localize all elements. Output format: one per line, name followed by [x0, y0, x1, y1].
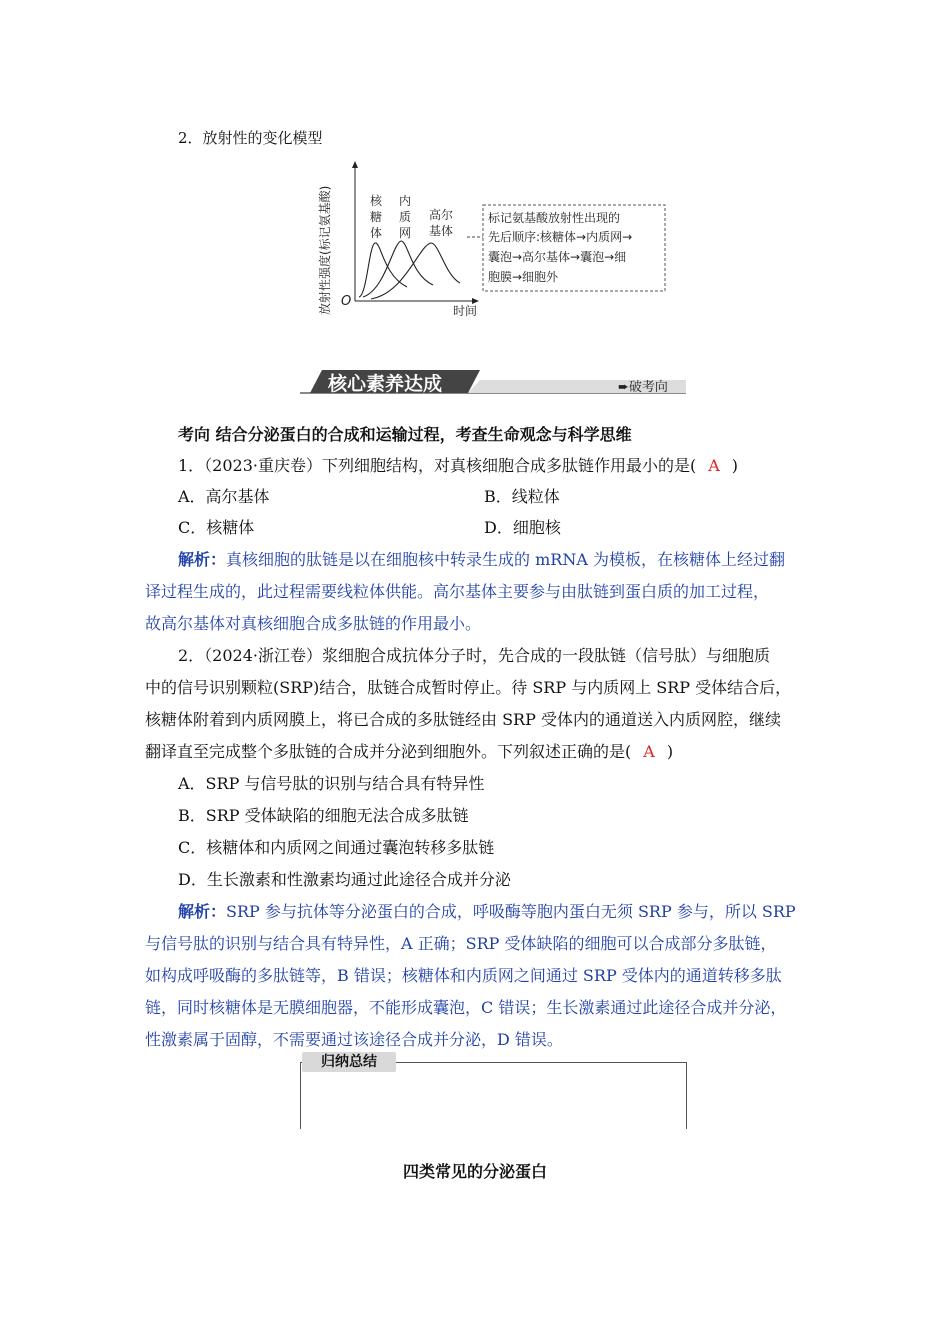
q2-option: D．生长激素和性激素均通过此途径合成并分泌 [178, 870, 511, 889]
q2-stem-line: 翻译直至完成整个多肽链的合成并分泌到细胞外。下列叙述正确的是( A ) [145, 742, 674, 761]
annotation-text [488, 210, 632, 284]
curve-ribosome [359, 243, 407, 297]
svg-text:核: 核 [370, 194, 383, 208]
kaoxiang-heading: 考向 结合分泌蛋白的合成和运输过程，考查生命观念与科学思维 [178, 425, 632, 444]
q1-stem: 1．（2023·重庆卷）下列细胞结构，对真核细胞合成多肽链作用最小的是( A ) [178, 456, 739, 475]
q2-stem-line: 中的信号识别颗粒(SRP)结合，肽链合成暂时停止。待 SRP 与内质网上 SRP 受体结合后， [145, 678, 792, 697]
svg-text:先后顺序:核糖体→内质网→: 先后顺序:核糖体→内质网→ [488, 230, 633, 244]
summary-box [300, 1062, 687, 1129]
q1-analysis-line: 故高尔基体对真核细胞合成多肽链的作用最小。 [145, 614, 482, 633]
y-axis-label: 放射性强度(标记氨基酸) [318, 185, 332, 315]
label-golgi [429, 207, 453, 238]
banner-title: 核心素养达成 [328, 373, 443, 395]
table-title: 四类常见的分泌蛋白 [402, 1162, 547, 1181]
q2-stem-line: 核糖体附着到内质网膜上，将已合成的多肽链经由 SRP 受体内的通道送入内质网腔，继续 [145, 710, 781, 729]
label-er [399, 193, 411, 240]
q1-answer: A [708, 456, 720, 475]
q2-answer: A [643, 742, 655, 761]
q1-analysis-line: 译过程生成的，此过程需要线粒体供能。高尔基体主要参与由肽链到蛋白质的加工过程， [145, 582, 770, 601]
q2-analysis-line: 性激素属于固醇，不需要通过该途径合成并分泌，D 错误。 [145, 1030, 563, 1049]
svg-text:糖: 糖 [370, 210, 383, 224]
q2-analysis-line: 链，同时核糖体是无膜细胞器，不能形成囊泡，C 错误；生长激素通过此途径合成并分泌， [145, 998, 787, 1017]
svg-text:基体: 基体 [429, 224, 454, 238]
q1-analysis-line: 解析：真核细胞的肽链是以在细胞核中转录生成的 mRNA 为模板，在核糖体上经过翻 [178, 550, 785, 569]
label-ribosome [370, 193, 383, 240]
q2-option: A．SRP 与信号肽的识别与结合具有特异性 [178, 774, 485, 793]
svg-text:内: 内 [399, 194, 412, 208]
section-title: 2．放射性的变化模型 [178, 129, 323, 147]
svg-text:囊泡→高尔基体→囊泡→细: 囊泡→高尔基体→囊泡→细 [488, 250, 627, 264]
banner-tag: ➨破考向 [618, 380, 668, 395]
q2-analysis-line: 与信号肽的识别与结合具有特异性，A 正确；SRP 受体缺陷的细胞可以合成部分多肽链， [145, 934, 777, 953]
y-axis-arrow [352, 161, 358, 168]
svg-text:胞膜→细胞外: 胞膜→细胞外 [488, 270, 559, 284]
q1-option-c: C．核糖体 [178, 518, 255, 537]
q1-option-d: D．细胞核 [484, 518, 561, 537]
summary-label: 归纳总结 [302, 1052, 396, 1072]
q2-option: B．SRP 受体缺陷的细胞无法合成多肽链 [178, 806, 469, 825]
svg-text:高尔: 高尔 [429, 208, 454, 222]
svg-text:体: 体 [370, 226, 383, 240]
svg-text:标记氨基酸放射性出现的: 标记氨基酸放射性出现的 [488, 211, 621, 225]
radioactivity-chart [315, 155, 675, 325]
q2-analysis-line: 解析：SRP 参与抗体等分泌蛋白的合成，呼吸酶等胞内蛋白无须 SRP 参与，所以 SRP [178, 902, 796, 921]
origin-label: O [341, 294, 352, 309]
arrow-icon: ➨ [618, 380, 629, 395]
svg-text:网: 网 [399, 226, 412, 240]
q2-option: C．核糖体和内质网之间通过囊泡转移多肽链 [178, 838, 495, 857]
q1-option-a: A．高尔基体 [178, 487, 270, 506]
q2-analysis-line: 如构成呼吸酶的多肽链等，B 错误；核糖体和内质网之间通过 SRP 受体内的通道转移多肽 [145, 966, 782, 985]
svg-text:质: 质 [399, 210, 412, 224]
curve-golgi [371, 243, 460, 299]
q1-option-b: B．线粒体 [484, 487, 560, 506]
core-banner [300, 366, 686, 396]
x-axis-label: 时间 [453, 304, 478, 318]
q2-stem-line: 2．（2024·浙江卷）浆细胞合成抗体分子时，先合成的一段肽链（信号肽）与细胞质 [178, 646, 770, 665]
